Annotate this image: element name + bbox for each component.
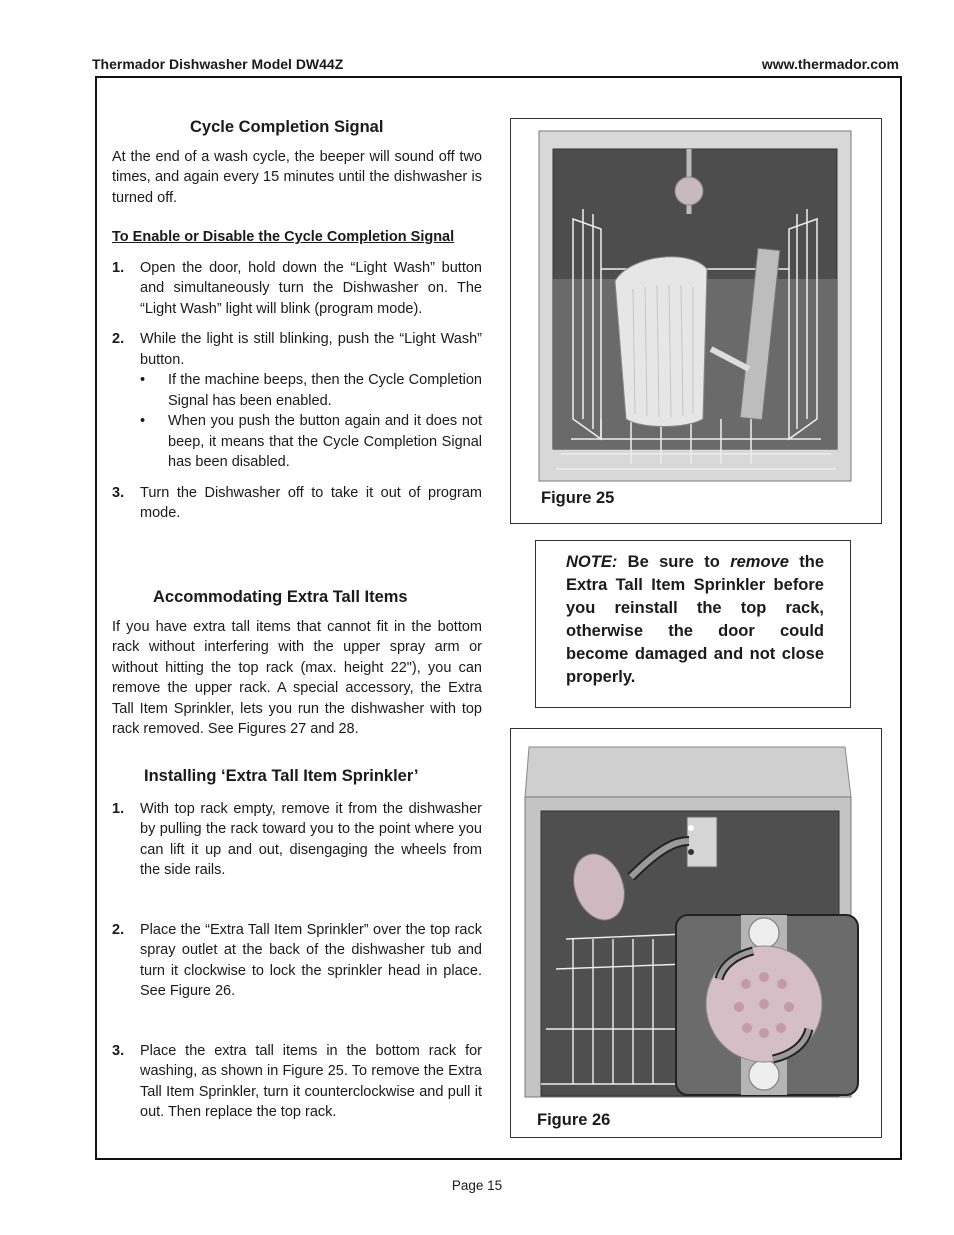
list-item [112,1041,482,1123]
subheading: To Enable or Disable the Cycle Completion Signal [112,229,455,245]
bullet-text: When you push the button again and it does not beep, it means that the Cycle Completion Signal has been disabled. [168,413,482,470]
step-number: 1. [112,259,125,276]
figure-caption: Figure 25 [541,489,615,507]
note-label: NOTE: [566,553,618,571]
step-number: 3. [112,1042,125,1059]
body-paragraph: If you have extra tall items that cannot fit in the bottom rack without interfering with the upper spray arm or without hitting the top rack (max. height 22"), you can remove the upper rack. A special accessory, the Extra Tall Item Sprinkler, lets you run the dishwasher with top rack removed. See Figures 27 and 28. [112,618,482,737]
page-number: Page 15 [451,1178,503,1193]
section-installing [112,766,482,1123]
step-number: 3. [112,484,125,501]
figure-25 [510,118,882,524]
note-emphasis: remove [730,553,789,571]
step-text: With top rack empty, remove it from the dishwasher by pulling the rack toward you to the point where you can lift it up and out, disengaging the wheels from the side rails. [140,800,482,878]
bullet-item: • If the machine beeps, then the Cycle Completion Signal has been enabled. [140,372,482,409]
note-text: NOTE: Be sure to remove the Extra Tall Item Sprinkler before you reinstall the top rack, otherwise the door could become damaged and not close properly. [566,553,824,686]
step-number: 2. [112,921,125,938]
figure-caption: Figure 26 [537,1111,611,1129]
step-text: Turn the Dishwasher off to take it out of program mode. [140,484,482,521]
header-title: Thermador Dishwasher Model DW44Z [92,56,344,72]
section-cycle-completion [112,117,482,524]
list-item [112,799,482,881]
step-text: Open the door, hold down the “Light Wash” button and simultaneously turn the Dishwasher on. The “Light Wash” light will blink (program mode). [140,259,482,317]
step-text: Place the extra tall items in the bottom rack for washing, as shown in Figure 25. To remove the Extra Tall Item Sprinkler, turn it counterclockwise and pull it out. Then replace the top rack. [140,1042,482,1120]
list-item [112,329,482,473]
note-box [535,540,851,708]
step-number: 1. [112,800,125,817]
list-item [112,483,482,524]
list-item [112,920,482,1002]
section-title: Accommodating Extra Tall Items [153,588,408,606]
section-extra-tall [112,587,482,740]
step-number: 2. [112,331,125,347]
list-item [112,258,482,320]
bullet-item: • When you push the button again and it does not beep, it means that the Cycle Completion Signal has been disabled. [140,413,482,470]
sprinkler-installation-illustration [511,729,881,1137]
bullet-text: If the machine beeps, then the Cycle Completion Signal has been enabled. [168,372,482,409]
step-text: While the light is still blinking, push the “Light Wash” button. [140,331,482,368]
step-text: Place the “Extra Tall Item Sprinkler” over the top rack spray outlet at the back of the dishwasher tub and turn it clockwise to lock the sprinkler head in place. See Figure 26. [140,921,482,999]
section-title: Cycle Completion Signal [190,118,384,136]
section-title: Installing ‘Extra Tall Item Sprinkler’ [144,767,419,785]
figure-26 [510,728,882,1138]
dishwasher-tall-items-illustration [511,119,881,523]
intro-paragraph: At the end of a wash cycle, the beeper will sound off two times, and again every 15 minutes until the dishwasher is turned off. [112,148,482,206]
header-website: www.thermador.com [761,56,899,72]
